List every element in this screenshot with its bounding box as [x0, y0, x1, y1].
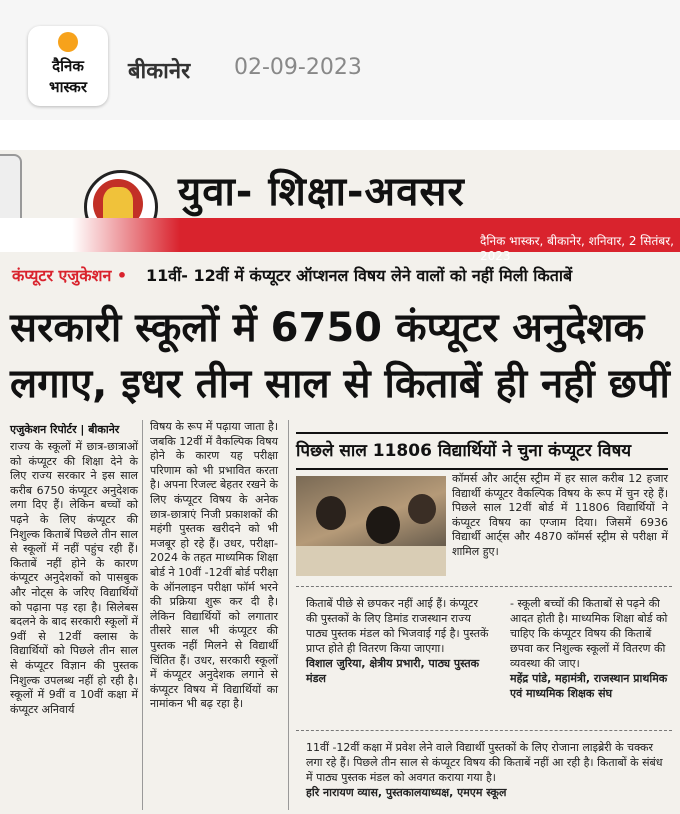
students-photo	[296, 476, 446, 576]
column-divider	[288, 420, 289, 810]
story-headline: सरकारी स्कूलों में 6750 कंप्यूटर अनुदेशक लगाए, इधर तीन साल से किताबें ही नहीं छपीं	[10, 305, 670, 407]
story-column-1: राज्य के स्कूलों में छात्र-छात्राओं को कंप्यूटर की शिक्षा देने के लिए राज्य सरकार ने इस साल करीब 6750 कंप्यूटर अनुदेशक लगा दिए हैं। लेकिन बच्चों को पढ़ने के लिए कंप्यूटर की निशुल्क किताबें पिछले तीन साल से स्कूलों में नहीं पहुंच रही हैं। किताबें नहीं होने के कारण कंप्यूटर अनुदेशकों को पासबुक और नोट्स के जरिए विद्यार्थियों को पढ़ाना पड़ रहा है। सिलेबस बदलने के बाद सरकारी स्कूलों में 9वीं से 12वीं क्लास के विद्यार्थियों को पिछले तीन साल से कंप्यूटर विज्ञान की पुस्तक निशुल्क उपलब्ध नहीं हो रही है। स्कूलों में 9वीं व 10वीं कक्षा में कंप्यूटर अनिवार्य	[10, 440, 138, 716]
section-title: युवा- शिक्षा-अवसर	[178, 169, 465, 215]
newspaper-clipping	[0, 150, 680, 814]
student-figure	[316, 496, 346, 530]
story-kicker: कंप्यूटर एजुकेशन •	[12, 266, 128, 285]
story-kicker-text: 11वीं- 12वीं में कंप्यूटर ऑप्शनल विषय लेने वालों को नहीं मिली किताबें	[146, 266, 573, 285]
edition-credit: दैनिक भास्कर, बीकानेर, शनिवार, 2 सितंबर, 2023	[480, 234, 674, 263]
quote-2-text: - स्कूली बच्चों की किताबों से पढ़ने की आदत होती है। माध्यमिक शिक्षा बोर्ड को चाहिए कि कंप्यूटर विषय की किताबें छपवा कर निशुल्क स्कूलों में वितरण की व्यवस्था की जाए।	[510, 597, 668, 670]
story-column-2: विषय के रूप में पढ़ाया जाता है। जबकि 12वीं में वैकल्पिक विषय होने के कारण यह परीक्षा परिणाम को भी प्रभावित करता है। अपना रिजल्ट बेहतर रखने के लिए कंप्यूटर विषय के अनेक छात्र-छात्राएं निजी प्रकाशकों की महंगी पुस्तक खरीदने को भी मजबूर हो रहे हैं। उधर, परीक्षा- 2024 के तहत माध्यमिक शिक्षा बोर्ड ने 10वीं -12वीं बोर्ड परीक्षा के ऑनलाइन परीक्षा फॉर्म भरने की प्रक्रिया शुरू कर दी है। लेकिन विद्यार्थियों को लगातार तीसरे साल भी कंप्यूटर की पुस्तक नहीं मिलने से विद्यार्थी चिंतित हैं। उधर, सरकारी स्कूलों में कंप्यूटर अनुदेशक लगाने से कंप्यूटर विषय में विद्यार्थियों का नामांकन भी बढ़ रहा है।	[150, 420, 278, 711]
dainik-bhaskar-logo[interactable]	[28, 26, 108, 106]
quote-3-name: हरि नारायण व्यास, पुस्तकालयाध्यक्ष, एमएम स्कूल	[306, 786, 507, 799]
quote-3-text: 11वीं -12वीं कक्षा में प्रवेश लेने वाले विद्यार्थी पुस्तकों के लिए रोजाना लाइब्रेरी के चक्कर लगा रहे हैं। पिछले तीन साल से कंप्यूटर विषय की किताबें नहीं आ रही है। किताबों के संबंध में पाठ्य पुस्तक मंडल को अवगत कराया गया है।	[306, 741, 663, 784]
red-bar-fade	[0, 218, 180, 252]
quote-2	[510, 596, 672, 701]
desk-shape	[296, 546, 446, 576]
student-figure	[408, 494, 436, 524]
quote-1-text: किताबें पीछे से छपकर नहीं आई हैं। कंप्यूटर की पुस्तकों के लिए डिमांड राजस्थान राज्य पाठ्य पुस्तक मंडल को भिजवाई गई है। पुस्तकें प्राप्त होते ही वितरण किया जाएगा।	[306, 597, 489, 655]
story-column-3: कॉमर्स और आर्ट्स स्ट्रीम में हर साल करीब 12 हजार विद्यार्थी कंप्यूटर वैकल्पिक विषय के रूप में चुन रहे हैं। पिछले साल 12वीं बोर्ड में 11806 विद्यार्थियों ने कंप्यूटर विषय का एग्जाम दिया। जिसमें 6936 विद्यार्थी आर्ट्स और 4870 कॉमर्स स्ट्रीम से परीक्षा में शामिल हुए।	[452, 472, 668, 558]
logo-text-line1: दैनिक	[52, 57, 84, 75]
quote-1-name: विशाल जुरिया, क्षेत्रीय प्रभारी, पाठ्य पुस्तक मंडल	[306, 657, 480, 685]
app-header	[0, 0, 680, 120]
column-divider	[142, 420, 143, 810]
student-figure	[366, 506, 400, 544]
edition-date: 02-09-2023	[234, 55, 362, 80]
emblem-core	[103, 187, 133, 221]
byline: एजुकेशन रिपोर्टर | बीकानेर	[10, 423, 120, 436]
subhead: पिछले साल 11806 विद्यार्थियों ने चुना कंप्यूटर विषय	[296, 432, 668, 470]
edition-city: बीकानेर	[128, 59, 191, 84]
quote-1	[306, 596, 492, 686]
quote-2-name: महेंद्र पांडे, महामंत्री, राजस्थान प्राथमिक एवं माध्यमिक शिक्षक संघ	[510, 672, 668, 700]
quote-3	[306, 740, 672, 800]
quote-box-divider	[296, 730, 672, 732]
logo-text-line2: भास्कर	[49, 78, 87, 96]
sun-icon	[58, 32, 78, 52]
